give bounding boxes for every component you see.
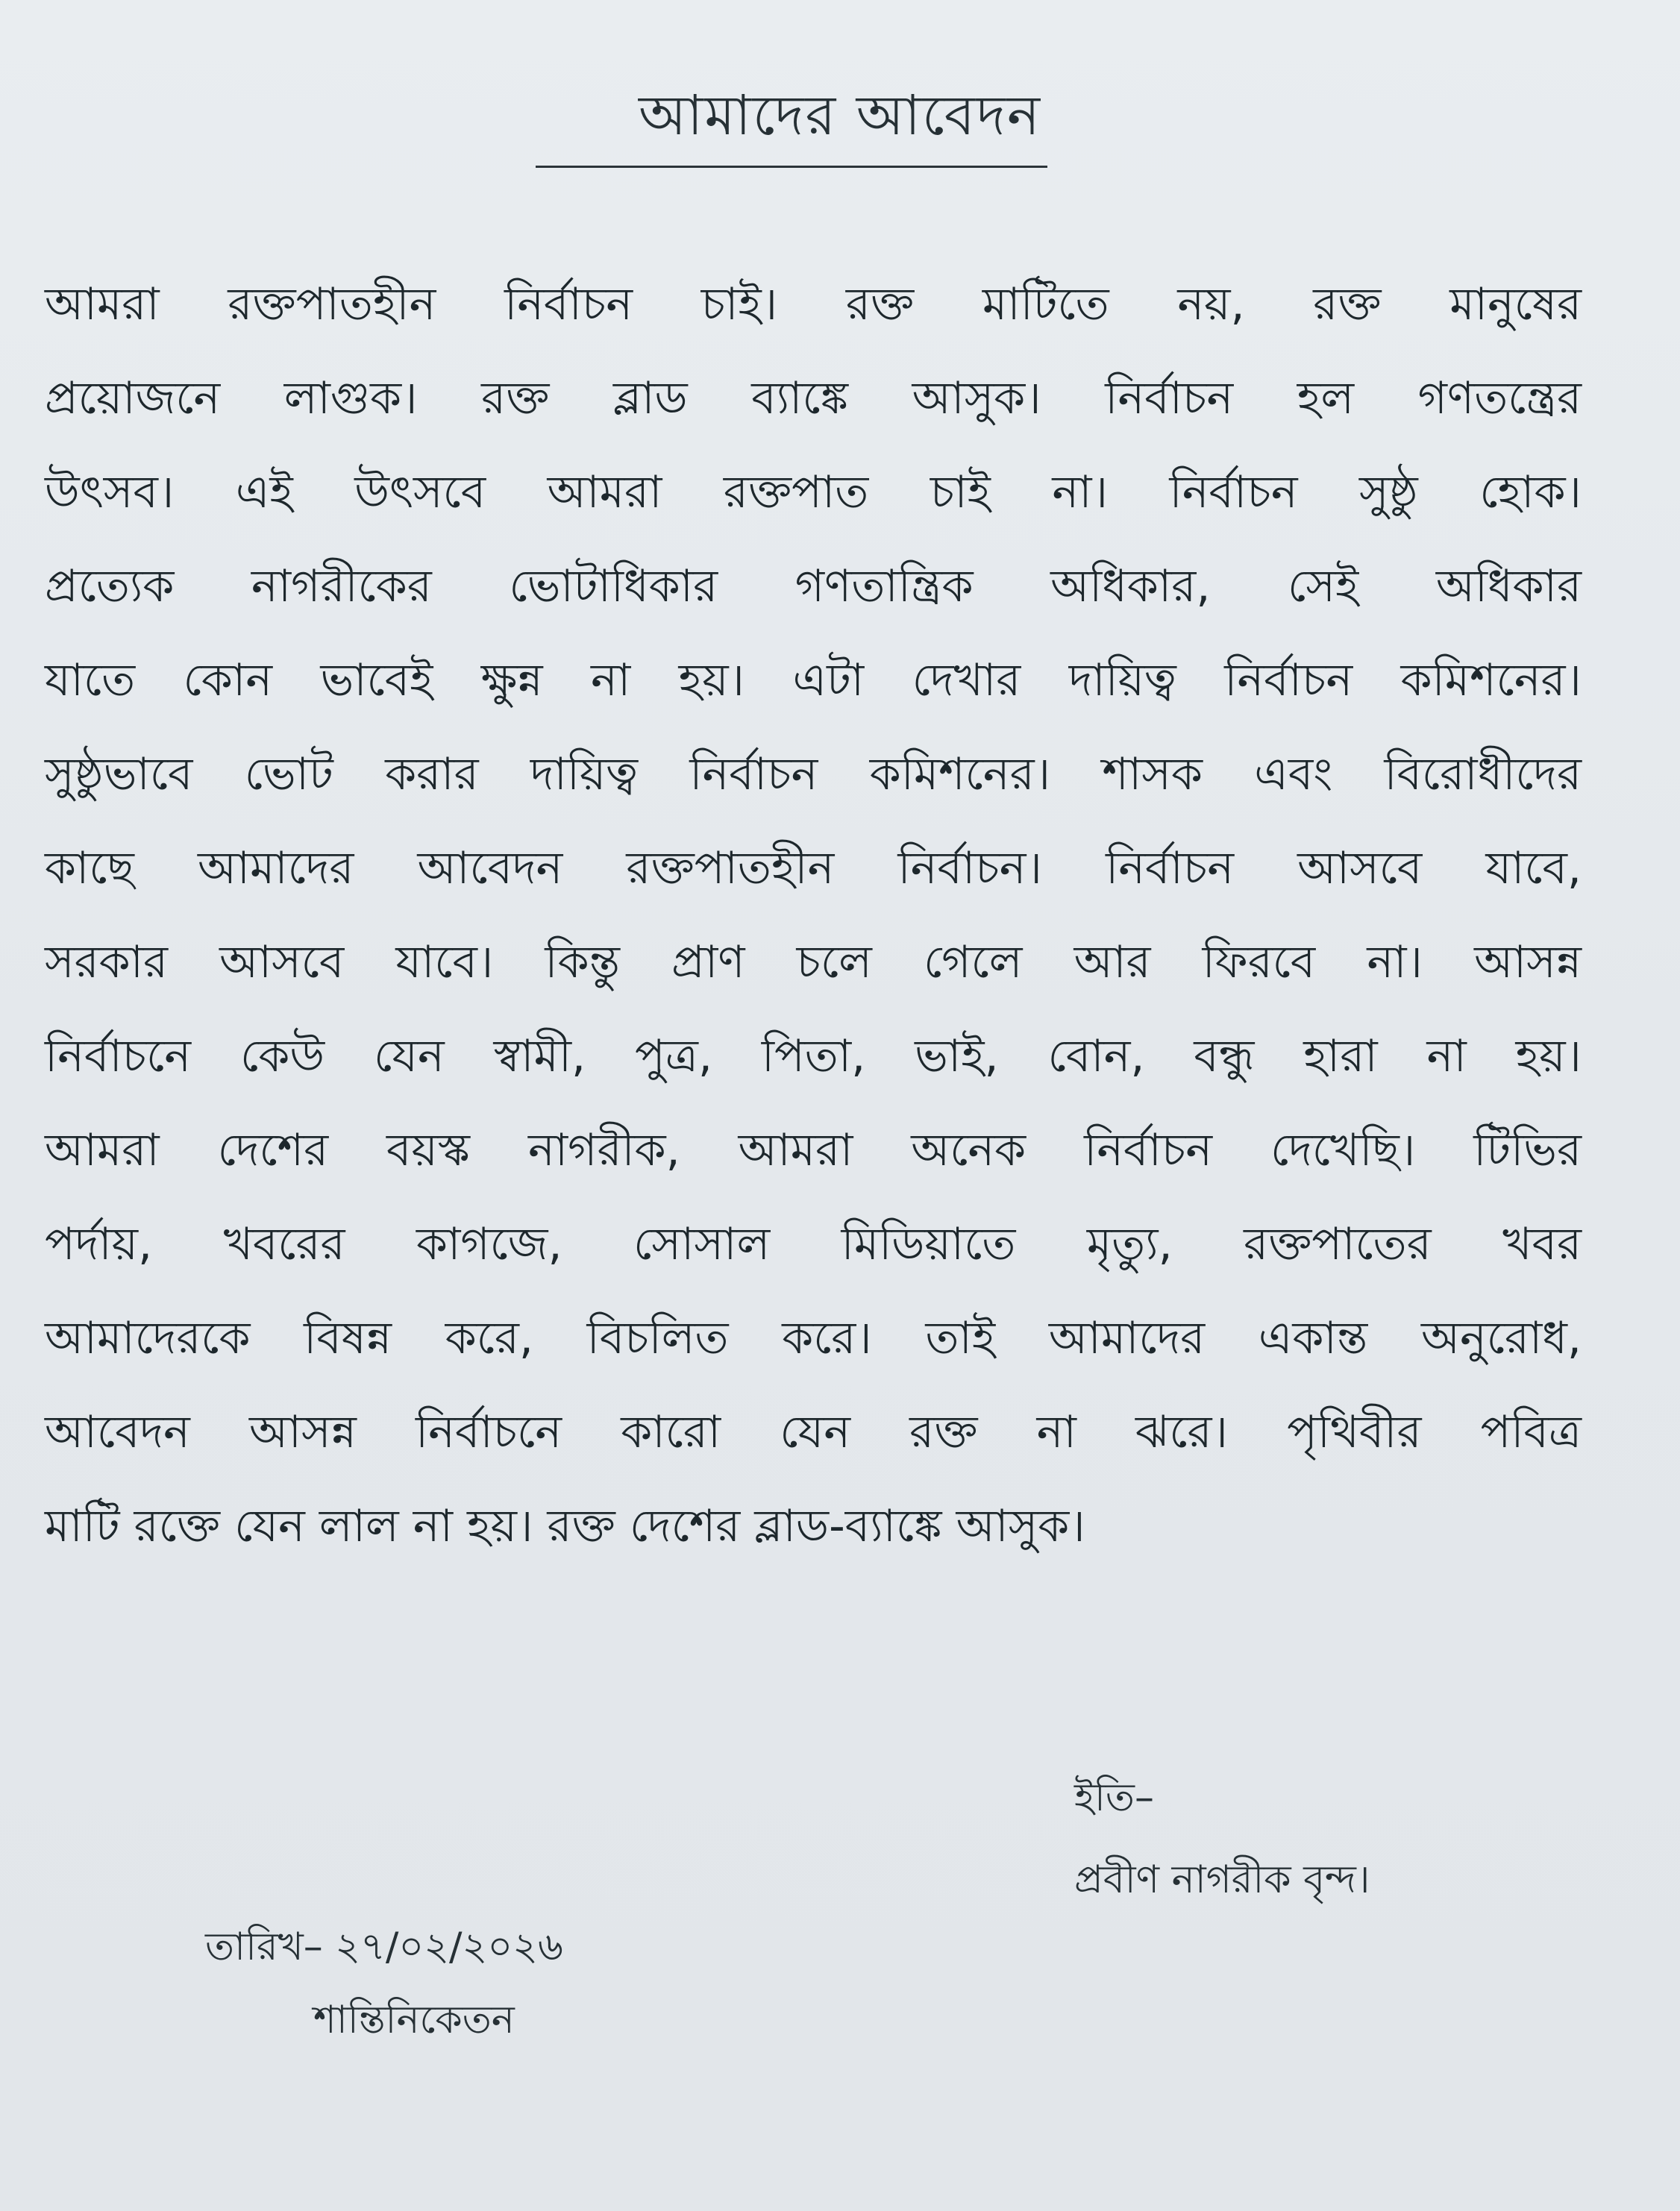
body-line: সরকার আসবে যাবে। কিন্তু প্রাণ চলে গেলে আর ফিরবে না। আসন্ন (45, 936, 1582, 988)
body-line: আবেদন আসন্ন নির্বাচনে কারো যেন রক্ত না ঝরে। পৃথিবীর পবিত্র (45, 1406, 1582, 1458)
title-underline (536, 166, 1047, 168)
body-line: আমাদেরকে বিষন্ন করে, বিচলিত করে। তাই আমাদের একান্ত অনুরোধ, (45, 1312, 1582, 1364)
body-line: আমরা রক্তপাতহীন নির্বাচন চাই। রক্ত মাটিতে নয়, রক্ত মানুষের (45, 278, 1582, 330)
date-line: তারিখ– ২৭/০২/২০২৬ (205, 1925, 563, 1969)
place-name: শান্তিনিকেতন (313, 1998, 515, 2042)
body-line: উৎসব। এই উৎসবে আমরা রক্তপাত চাই না। নির্বাচন সুষ্ঠু হোক। (45, 466, 1582, 518)
body-line: নির্বাচনে কেউ যেন স্বামী, পুত্র, পিতা, ভাই, বোন, বন্ধু হারা না হয়। (45, 1030, 1582, 1082)
body-line: প্রয়োজনে লাগুক। রক্ত ব্লাড ব্যাঙ্কে আসুক। নির্বাচন হল গণতন্ত্রের (45, 372, 1582, 424)
signature-block (1074, 1768, 1370, 1910)
body-line: মাটি রক্তে যেন লাল না হয়। রক্ত দেশের ব্লাড-ব্যাঙ্কে আসুক। (45, 1500, 1085, 1552)
appeal-body (45, 257, 1582, 1573)
page-title: আমাদের আবেদন (639, 84, 1041, 148)
date-place-block (205, 1917, 563, 2050)
body-line: পর্দায়, খবরের কাগজে, সোসাল মিডিয়াতে মৃত্যু, রক্তপাতের খবর (45, 1218, 1582, 1270)
body-line: যাতে কোন ভাবেই ক্ষুন্ন না হয়। এটা দেখার দায়িত্ব নির্বাচন কমিশনের। (45, 654, 1582, 706)
body-line: প্রত্যেক নাগরীকের ভোটাধিকার গণতান্ত্রিক অধিকার, সেই অধিকার (45, 560, 1582, 612)
body-line: আমরা দেশের বয়স্ক নাগরীক, আমরা অনেক নির্বাচন দেখেছি। টিভির (45, 1124, 1582, 1176)
body-line: সুষ্ঠুভাবে ভোট করার দায়িত্ব নির্বাচন কমিশনের। শাসক এবং বিরোধীদের (45, 748, 1582, 800)
signatory-name: প্রবীণ নাগরীক বৃন্দ। (1074, 1857, 1370, 1902)
closing-iti: ইতি– (1074, 1775, 1154, 1820)
body-line: কাছে আমাদের আবেদন রক্তপাতহীন নির্বাচন। নির্বাচন আসবে যাবে, (45, 842, 1582, 894)
title-container (0, 75, 1680, 157)
